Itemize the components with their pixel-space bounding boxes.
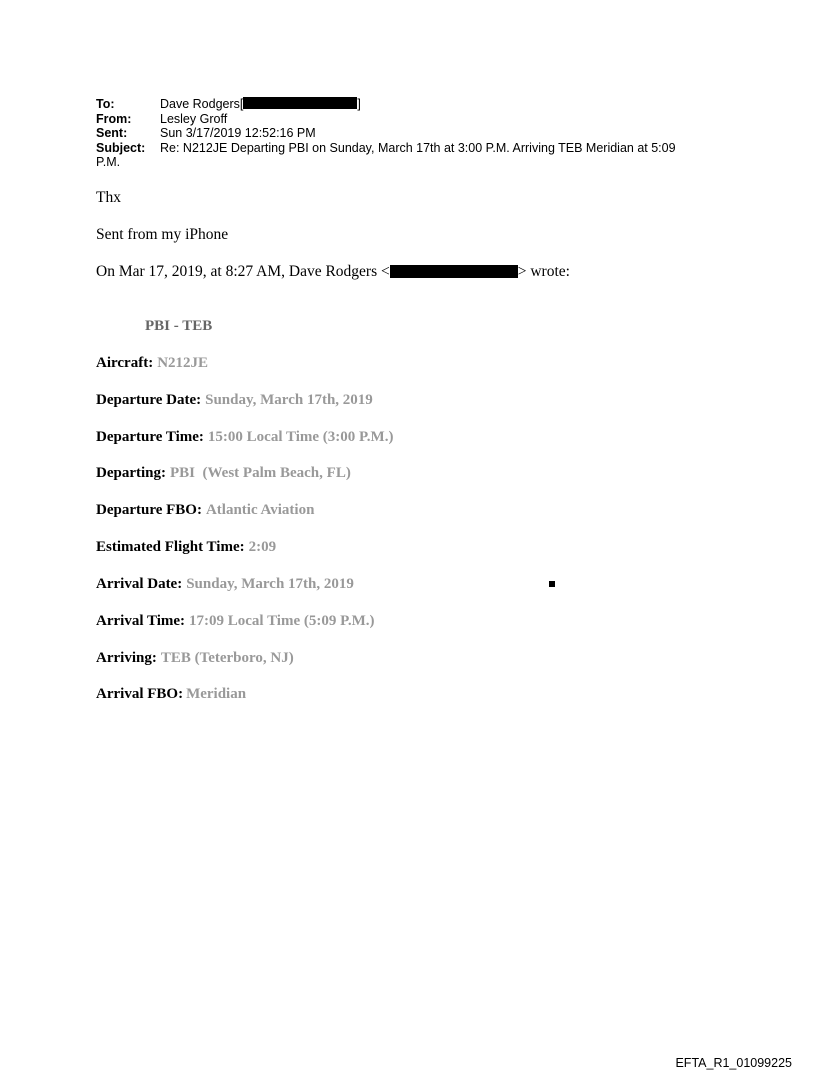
field-value: 17:09 Local Time (5:09 P.M.) [189,613,375,629]
reply-text: Thx [96,189,121,206]
field-departure-time [96,429,393,446]
field-value: TEB (Teterboro, NJ) [160,650,294,666]
subject-row [96,141,736,156]
sent-label: Sent: [96,126,128,140]
field-label: Departure Date: [96,392,202,408]
redaction-block [243,97,357,109]
field-label: Departure Time: [96,429,204,445]
field-value: 2:09 [248,539,277,555]
field-label: Arrival Time: [96,613,186,629]
document-id: EFTA_R1_01099225 [675,1056,792,1070]
field-label: Departing: [96,465,166,481]
field-value: Meridian [186,686,247,702]
subject-continuation: P.M. [96,155,121,169]
quote-intro-end: > wrote: [517,263,570,280]
to-row [96,97,736,112]
field-aircraft [96,355,208,372]
from-label: From: [96,111,132,126]
field-departing [96,465,351,482]
field-label: Arriving: [96,650,157,666]
stray-mark [549,581,555,587]
field-value: Sunday, March 17th, 2019 [186,576,354,592]
field-departure-date [96,392,373,409]
sent-value: Sun 3/17/2019 12:52:16 PM [160,126,316,140]
subject-value: Re: N212JE Departing PBI on Sunday, March 17th at 3:00 P.M. Arriving TEB Meridian at 5:09 [160,140,676,155]
quote-intro [96,263,570,281]
to-label: To: [96,97,115,111]
field-value: 15:00 Local Time (3:00 P.M.) [207,429,394,445]
subject-label: Subject: [96,140,146,155]
field-estimated-flight-time [96,539,276,556]
field-value: N212JE [157,355,209,371]
field-value: PBI (West Palm Beach, FL) [170,465,351,481]
field-label: Departure FBO: [96,502,202,518]
route-title: PBI - TEB [145,318,213,334]
field-label: Arrival FBO: [96,686,184,702]
field-label: Estimated Flight Time: [96,539,245,555]
email-header [96,97,736,170]
to-bracket: ] [357,97,361,111]
to-value [160,97,736,112]
field-label: Arrival Date: [96,576,183,592]
from-row [96,112,736,127]
quote-intro-start: On Mar 17, 2019, at 8:27 AM, Dave Rodgers < [96,263,390,280]
field-arrival-fbo [96,686,246,703]
field-departure-fbo [96,502,314,519]
field-arriving [96,650,294,667]
sent-row [96,126,736,141]
redaction-block [390,265,518,278]
field-arrival-time [96,613,375,630]
field-arrival-date [96,576,354,593]
field-value: Atlantic Aviation [205,502,315,518]
signature-text: Sent from my iPhone [96,226,229,243]
field-value: Sunday, March 17th, 2019 [205,392,373,408]
field-label: Aircraft: [96,355,154,371]
from-value: Lesley Groff [160,111,228,126]
to-name: Dave Rodgers[ [160,97,244,111]
